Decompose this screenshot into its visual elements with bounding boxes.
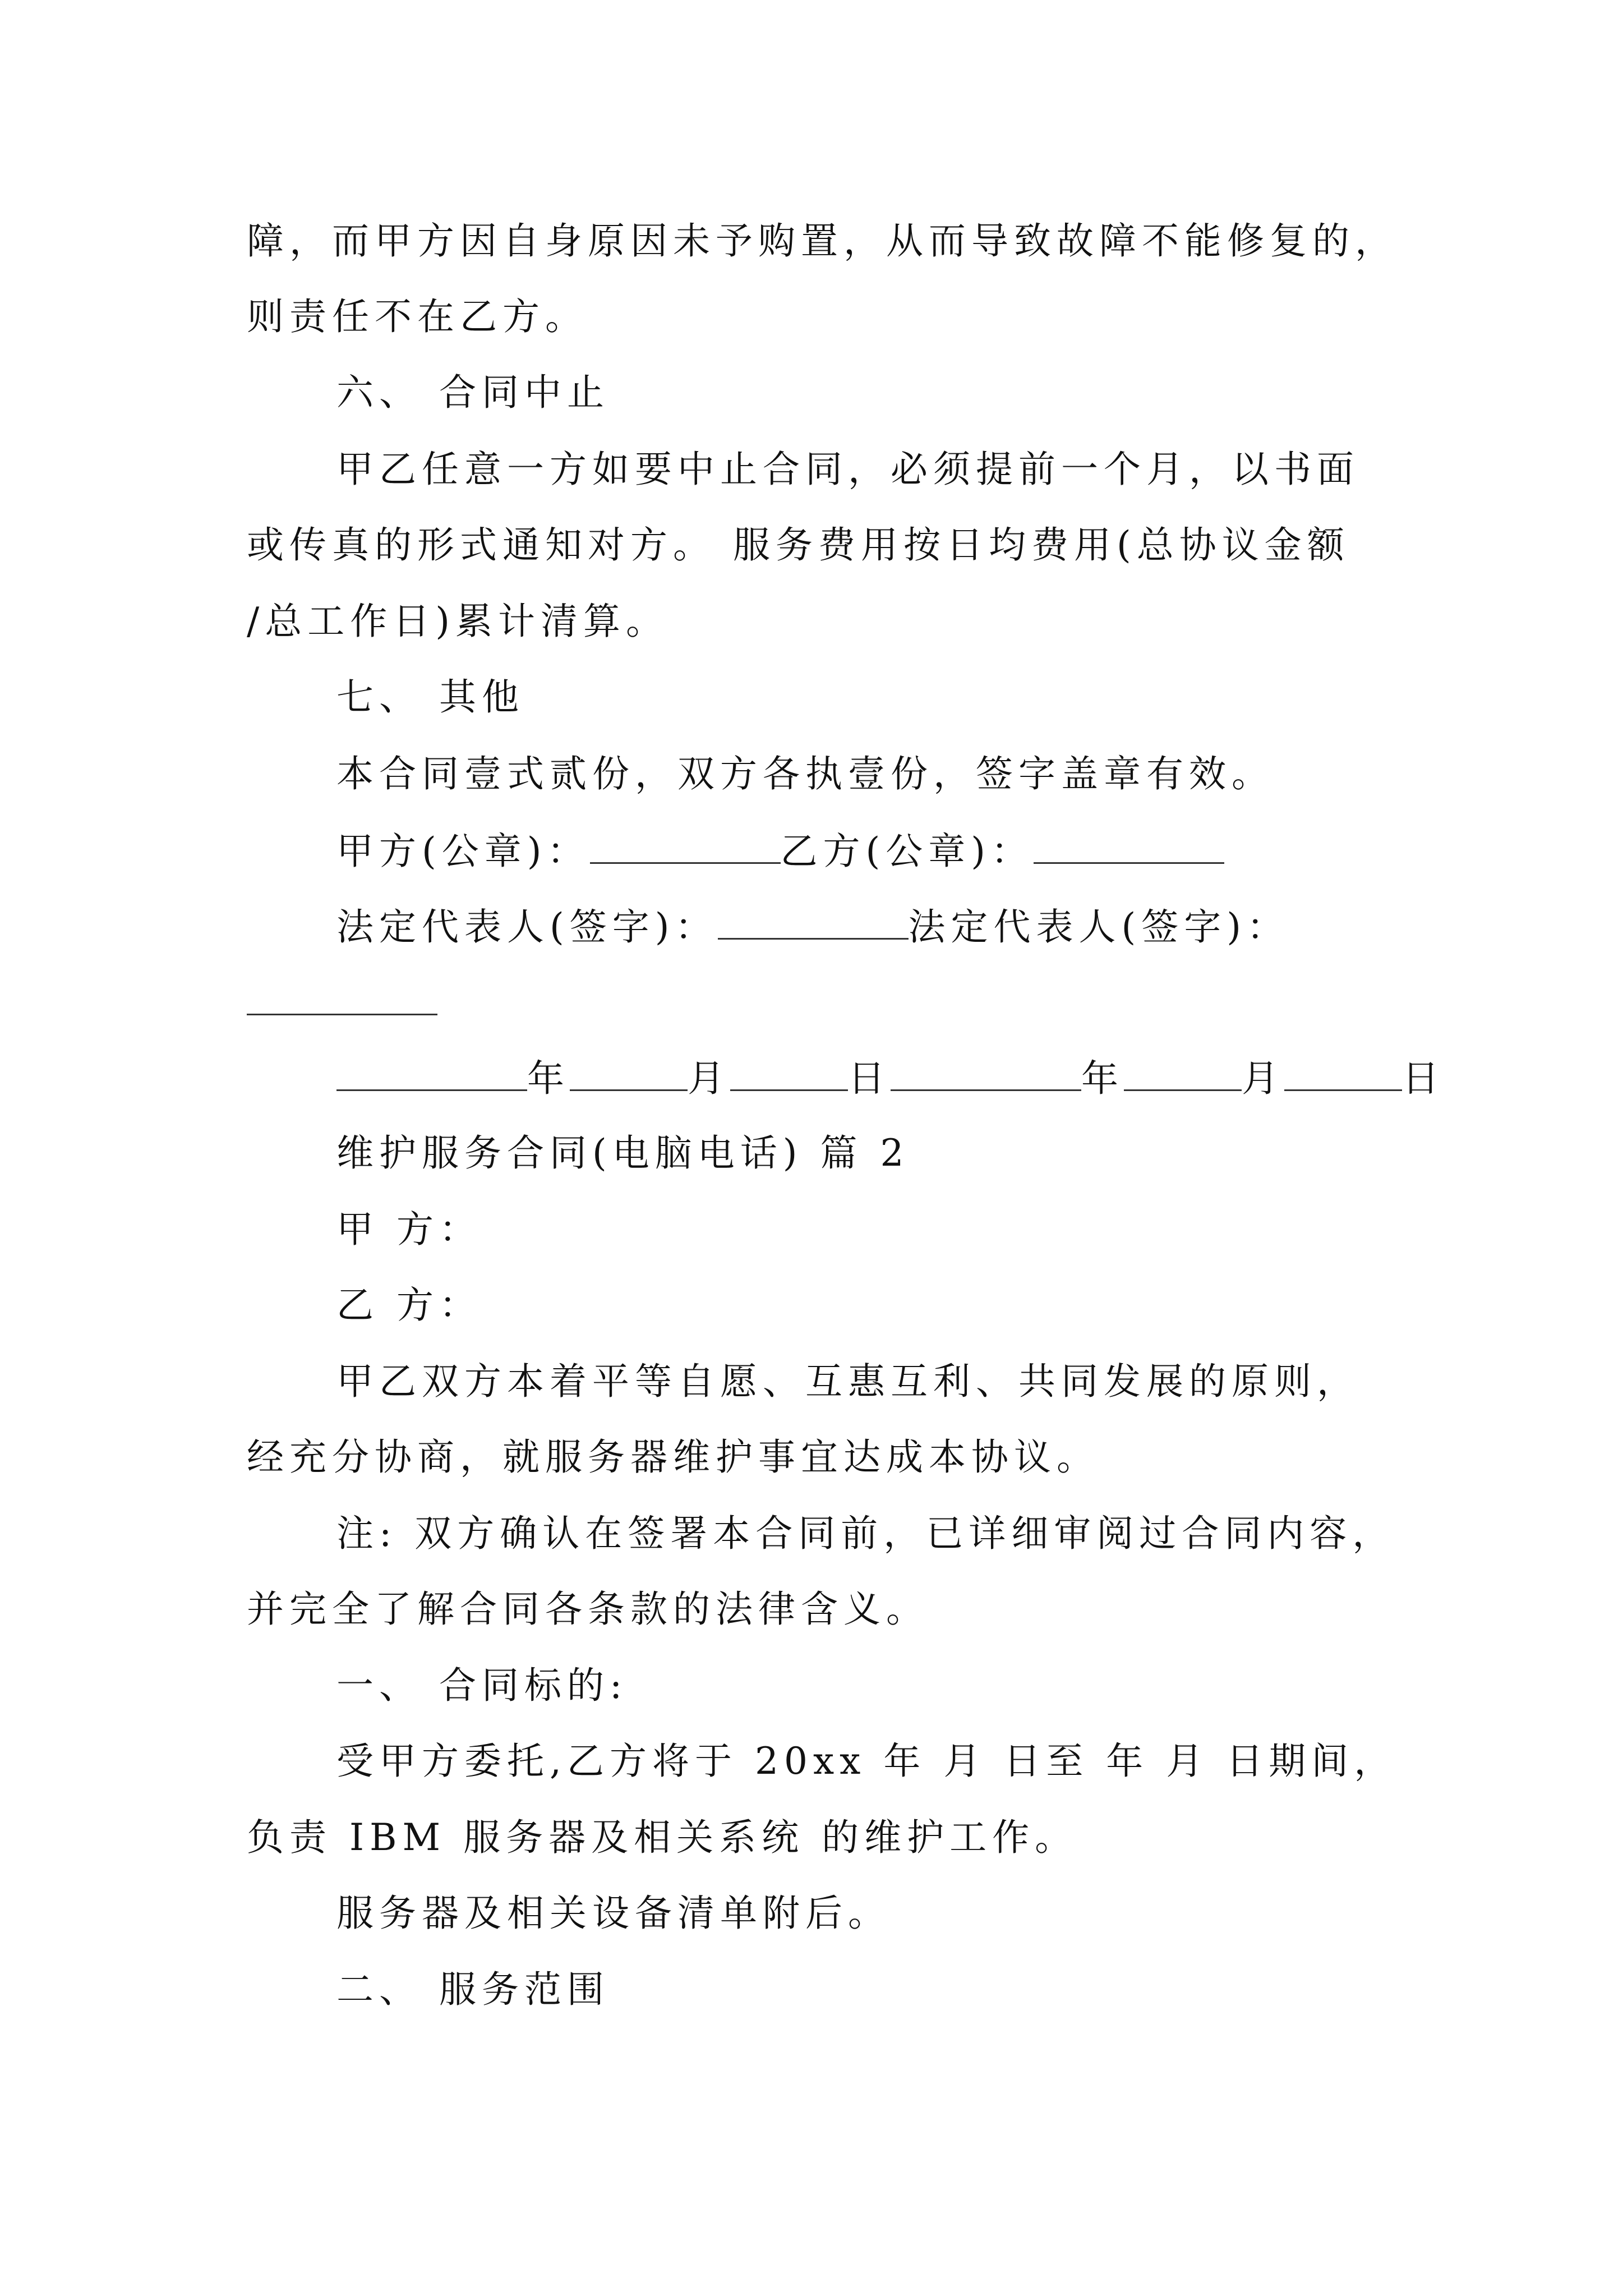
month-label-a: 月 <box>688 1057 730 1100</box>
paragraph-line: 服务器及相关设备清单附后。 <box>336 1892 891 1935</box>
party-b-rep-label: 法定代表人(签字)： <box>908 905 1289 949</box>
party-b-rep-blank <box>247 979 437 1015</box>
paragraph-line: /总工作日)累计清算。 <box>247 600 668 643</box>
party-a-line: 甲 方： <box>336 1208 482 1251</box>
day-label-a: 日 <box>848 1057 891 1100</box>
party-a-rep-label: 法定代表人(签字)： <box>336 905 718 949</box>
article-title: 维护服务合同(电脑电话) 篇 2 <box>336 1131 910 1175</box>
party-b-seal-label: 乙方(公章)： <box>780 830 1034 873</box>
party-a-seal-label: 甲方(公章)： <box>336 830 590 873</box>
paragraph-line: 或传真的形式通知对方。 服务费用按日均费用(总协议金额 <box>247 523 1350 567</box>
year-blank-a <box>336 1055 527 1091</box>
paragraph-line: 甲乙任意一方如要中止合同，必须提前一个月，以书面 <box>336 448 1359 491</box>
day-blank-b <box>1284 1055 1402 1091</box>
paragraph-line: 注: 双方确认在签署本合同前，已详细审阅过合同内容， <box>336 1512 1395 1555</box>
paragraph-line: 则责任不在乙方。 <box>247 295 588 338</box>
day-blank-a <box>730 1055 848 1091</box>
month-blank-b <box>1124 1055 1242 1091</box>
paragraph-line: 受甲方委托,乙方将于 20xx 年 月 日至 年 月 日期间， <box>336 1740 1397 1783</box>
section-heading: 二、 服务范围 <box>336 1968 610 2011</box>
section-heading: 一、 合同标的: <box>336 1664 628 1707</box>
section-heading: 七、 其他 <box>336 675 524 719</box>
paragraph-line: 经充分协商，就服务器维护事宜达成本协议。 <box>247 1435 1099 1479</box>
section-heading: 六、 合同中止 <box>336 371 610 414</box>
paragraph-line: 本合同壹式贰份，双方各执壹份，签字盖章有效。 <box>336 752 1274 795</box>
year-label-b: 年 <box>1081 1057 1124 1100</box>
paragraph-line: 负责 IBM 服务器及相关系统 的维护工作。 <box>247 1816 1078 1859</box>
party-b-rep-blank-line <box>0 979 1623 1025</box>
party-b-line: 乙 方： <box>336 1283 482 1327</box>
party-b-seal-blank <box>1034 827 1224 864</box>
month-label-b: 月 <box>1242 1057 1284 1100</box>
year-label-a: 年 <box>527 1057 570 1100</box>
paragraph-line: 障，而甲方因自身原因未予购置，从而导致故障不能修复的， <box>247 219 1398 263</box>
year-blank-b <box>891 1055 1081 1091</box>
party-a-rep-blank <box>718 903 909 940</box>
party-a-seal-blank <box>590 827 781 864</box>
date-line <box>0 1055 1623 1101</box>
representative-line <box>0 903 1623 950</box>
day-label-b: 日 <box>1402 1057 1445 1100</box>
month-blank-a <box>570 1055 688 1091</box>
seal-line <box>0 827 1623 874</box>
paragraph-line: 甲乙双方本着平等自愿、互惠互利、共同发展的原则， <box>336 1360 1359 1403</box>
paragraph-line: 并完全了解合同各条款的法律含义。 <box>247 1588 929 1631</box>
